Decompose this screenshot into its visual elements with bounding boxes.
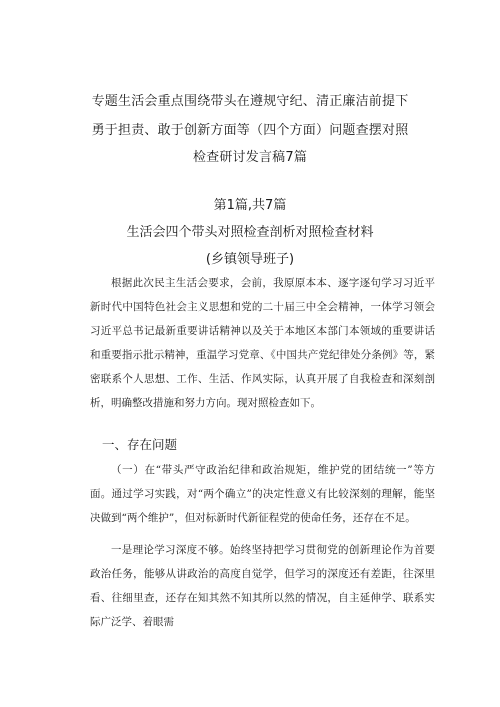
subtitle-org: (乡镇领导班子) [205, 252, 295, 267]
intro-paragraph: 根据此次民主生活会要求，会前，我原原本本、逐字逐句学习习近平新时代中国特色社会主义思想和党的二十届三中全会精神，一体学习领会习近平总书记最新重要讲话精神以及关于本地区本部门本领域的重要讲话和重要指示批示精神，重温学习党章、《中国共产党纪律处分条例》等，紧密联系个人思想、工作、生活、作风实际，认真开展了自我检查和深刻剖析，明确整改措施和努力方向。现对照检查如下。 [90, 277, 435, 409]
section-heading: 一、存在问题 [102, 437, 178, 452]
part-label: 第1篇,共7篇 [213, 198, 287, 213]
subtitle: 生活会四个带头对照检查剖析对照检查材料 [126, 225, 374, 240]
document-title-line-3: 检查研讨发言稿7篇 [192, 150, 308, 165]
point-paragraph: 一是理论学习深度不够。始终坚持把学习贯彻党的创新理论作为首要政治任务，能够从讲政治的高度自觉学，但学习的深度还有差距，往深里看、往细里查，还存在知其然不知其所以然的情况，自主延伸学、联系实际广泛学、着眼需 [90, 544, 435, 628]
subsection-paragraph: （一）在“带头严守政治纪律和政治规矩，维护党的团结统一”等方面。通过学习实践，对“两个确立”的决定性意义有比较深刻的理解，能坚决做到“两个维护”，但对标新时代新征程党的使命任务，还存在不足。 [90, 464, 435, 524]
document-title-line-1: 专题生活会重点围绕带头在遵规守纪、清正廉洁前提下 [91, 94, 409, 109]
document-title-line-2: 勇于担责、敢于创新方面等（四个方面）问题查摆对照 [91, 123, 409, 138]
